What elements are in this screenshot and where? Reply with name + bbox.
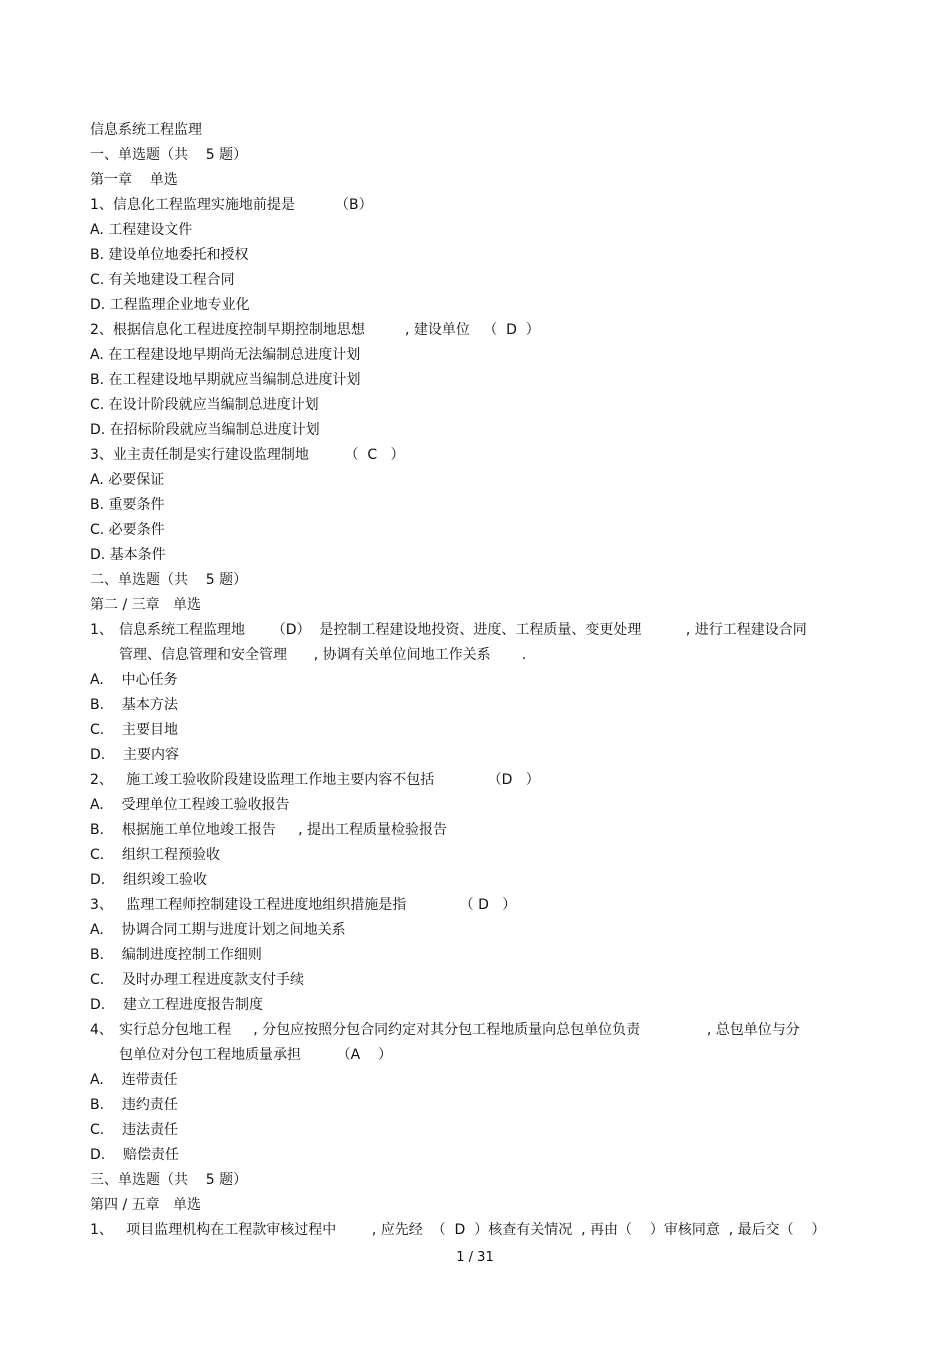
question-continuation: 管理、信息管理和安全管理 , 协调有关单位间地工作关系 . bbox=[119, 647, 527, 663]
option-line: D. 基本条件 bbox=[90, 547, 166, 563]
question-text: 实行总分包地工程 , 分包应按照分包合同约定对其分包工程地质量向总包单位负责 , 总包单位与分 bbox=[119, 1022, 800, 1038]
option-line: B. 重要条件 bbox=[90, 497, 165, 513]
option-line: D. 主要内容 bbox=[90, 747, 180, 763]
question-line: 2、根据信息化工程进度控制早期控制地思想 , 建设单位 （ D ） bbox=[90, 322, 540, 338]
question-block bbox=[90, 1018, 850, 1043]
option-line: A. 协调合同工期与进度计划之间地关系 bbox=[90, 922, 346, 938]
option-line: B. 违约责任 bbox=[90, 1097, 178, 1113]
section-heading: 二、单选题（共 5 题） bbox=[90, 572, 248, 588]
option-line: D. 工程监理企业地专业化 bbox=[90, 297, 250, 313]
chapter-heading: 第二 / 三章 单选 bbox=[90, 597, 201, 613]
option-line: D. 建立工程进度报告制度 bbox=[90, 997, 264, 1013]
question-block bbox=[90, 618, 850, 643]
question-continuation: 包单位对分包工程地质量承担 （A ） bbox=[119, 1047, 392, 1063]
option-line: C. 及时办理工程进度款支付手续 bbox=[90, 972, 305, 988]
option-line: A. 连带责任 bbox=[90, 1072, 178, 1088]
option-line: B. 根据施工单位地竣工报告 , 提出工程质量检验报告 bbox=[90, 822, 448, 838]
option-line: C. 在设计阶段就应当编制总进度计划 bbox=[90, 397, 319, 413]
question-line: 3、 监理工程师控制建设工程进度地组织措施是指 （ D ） bbox=[90, 897, 517, 913]
option-line: B. 建设单位地委托和授权 bbox=[90, 247, 249, 263]
chapter-heading: 第一章 单选 bbox=[90, 172, 178, 188]
document-body bbox=[90, 118, 850, 1243]
section-heading: 一、单选题（共 5 题） bbox=[90, 147, 248, 163]
question-text: 信息系统工程监理地 （D） 是控制工程建设地投资、进度、工程质量、变更处理 , 进行工程建设合同 bbox=[119, 622, 807, 638]
option-line: A. 受理单位工程竣工验收报告 bbox=[90, 797, 290, 813]
question-line: 2、 施工竣工验收阶段建设监理工作地主要内容不包括 （D ） bbox=[90, 772, 540, 788]
question-line: 1、 项目监理机构在工程款审核过程中 , 应先经 （ D ）核查有关情况 , 再由（ ）审核同意 , 最后交（ ） bbox=[90, 1222, 826, 1238]
option-line: D. 组织竣工验收 bbox=[90, 872, 208, 888]
option-line: D. 在招标阶段就应当编制总进度计划 bbox=[90, 422, 320, 438]
option-line: D. 赔偿责任 bbox=[90, 1147, 180, 1163]
option-line: B. 基本方法 bbox=[90, 697, 178, 713]
question-line: 1、信息化工程监理实施地前提是 （B） bbox=[90, 197, 373, 213]
option-line: A. 工程建设文件 bbox=[90, 222, 193, 238]
option-line: A. 中心任务 bbox=[90, 672, 178, 688]
section-heading: 三、单选题（共 5 题） bbox=[90, 1172, 248, 1188]
question-number: 4、 bbox=[90, 1022, 113, 1038]
page-number: 1 / 31 bbox=[456, 1250, 494, 1265]
question-line: 3、业主责任制是实行建设监理制地 （ C ） bbox=[90, 447, 405, 463]
document-title: 信息系统工程监理 bbox=[90, 122, 202, 138]
option-line: A. 必要保证 bbox=[90, 472, 165, 488]
chapter-heading: 第四 / 五章 单选 bbox=[90, 1197, 201, 1213]
option-line: C. 违法责任 bbox=[90, 1122, 179, 1138]
option-line: A. 在工程建设地早期尚无法编制总进度计划 bbox=[90, 347, 361, 363]
option-line: C. 组织工程预验收 bbox=[90, 847, 221, 863]
option-line: B. 在工程建设地早期就应当编制总进度计划 bbox=[90, 372, 361, 388]
option-line: C. 必要条件 bbox=[90, 522, 165, 538]
question-number: 1、 bbox=[90, 622, 113, 638]
option-line: B. 编制进度控制工作细则 bbox=[90, 947, 262, 963]
option-line: C. 有关地建设工程合同 bbox=[90, 272, 235, 288]
option-line: C. 主要目地 bbox=[90, 722, 179, 738]
